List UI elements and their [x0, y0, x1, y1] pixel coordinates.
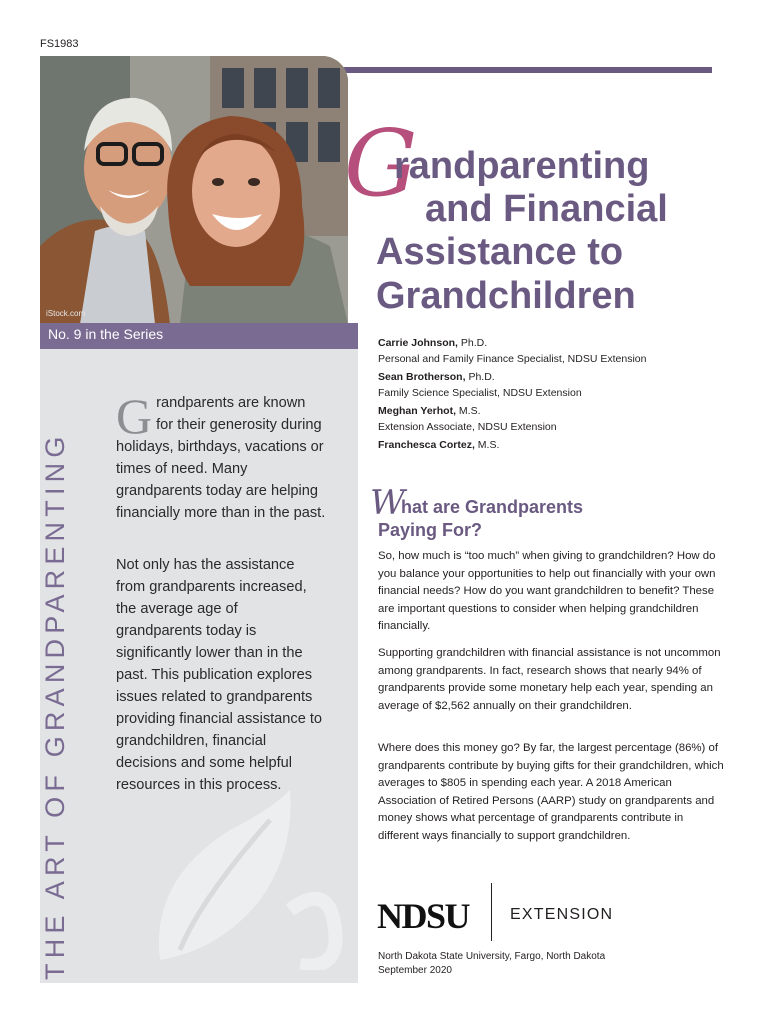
ndsu-logo: NDSU [377, 896, 470, 936]
section-heading-line-2: Paying For? [378, 520, 483, 540]
author-name: Sean Brotherson, [378, 371, 466, 383]
series-vertical-title: THE ART OF GRANDPARENTING [40, 431, 70, 980]
extension-wordmark: EXTENSION [510, 906, 614, 923]
intro-paragraph-1 [116, 388, 326, 524]
body-paragraph-1: So, how much is “too much” when giving to grandchildren? How do you balance your opportunities to help out financially with your own financial needs? How do you want grandchildren to benefit? These are important questions to consider when helping grandchildren financially. [378, 550, 716, 632]
leaf-ornament [120, 790, 350, 970]
title-line-1: randparenting [394, 145, 650, 187]
author-item [378, 336, 738, 367]
photo-credit: iStock.com [46, 309, 86, 318]
author-item [378, 404, 738, 435]
body-paragraph-3: Where does this money go? By far, the largest percentage (86%) of grandparents contribute by buying gifts for their grandchildren, which averages to $805 in spending each year. A 2018 American Association of Retired Persons (AARP) study on grandparents and money shows what percentage of grandparents contribute in different ways financially to support grandchildren. [378, 742, 724, 842]
author-role: Personal and Family Finance Specialist, NDSU Extension [378, 352, 647, 365]
author-name: Franchesca Cortez, [378, 439, 475, 451]
section-drop-cap: W [370, 483, 405, 523]
body-paragraph-2: Supporting grandchildren with financial assistance is not uncommon among grandparents. In fact, research shows that nearly 94% of grandparents provide some monetary help each year, spending an average of $2,562 annually on their grandchildren. [378, 647, 721, 712]
cover-photo [40, 56, 348, 324]
header-rule [340, 67, 712, 73]
title-drop-cap: G [344, 110, 418, 217]
author-degree: M.S. [456, 405, 481, 417]
author-role: Family Science Specialist, NDSU Extension [378, 386, 582, 399]
author-name: Carrie Johnson, [378, 337, 458, 349]
title-line-3: Assistance to [376, 231, 624, 273]
author-list [378, 336, 738, 457]
series-label: No. 9 in the Series [48, 326, 164, 342]
publication-date: September 2020 [378, 965, 452, 976]
author-item [378, 370, 738, 401]
author-role: Extension Associate, NDSU Extension [378, 420, 557, 433]
title-line-2: and Financial [425, 188, 668, 230]
intro-drop-cap: G [116, 388, 153, 444]
author-name: Meghan Yerhot, [378, 405, 456, 417]
author-item [378, 438, 738, 454]
intro-text-1: randparents are known for their generosity during holidays, birthdays, vacations or times of need. Many grandparents today are helping financially more than in the past. [116, 395, 326, 521]
document-id: FS1983 [40, 38, 79, 50]
author-degree: Ph.D. [465, 371, 495, 383]
logo-divider [491, 883, 492, 941]
title-line-4: Grandchildren [376, 275, 636, 317]
author-degree: Ph.D. [457, 337, 488, 349]
author-degree: M.S. [474, 439, 500, 451]
intro-paragraph-2: Not only has the assistance from grandparents increased, the average age of grandparents today is significantly lower than in the past. This publication explores issues related to grandparents providing financial assistance to grandchildren, financial decisions and some helpful resources in this process. [116, 557, 323, 793]
section-heading-line-1: hat are Grandparents [401, 497, 584, 517]
university-line: North Dakota State University, Fargo, North Dakota [378, 951, 606, 962]
